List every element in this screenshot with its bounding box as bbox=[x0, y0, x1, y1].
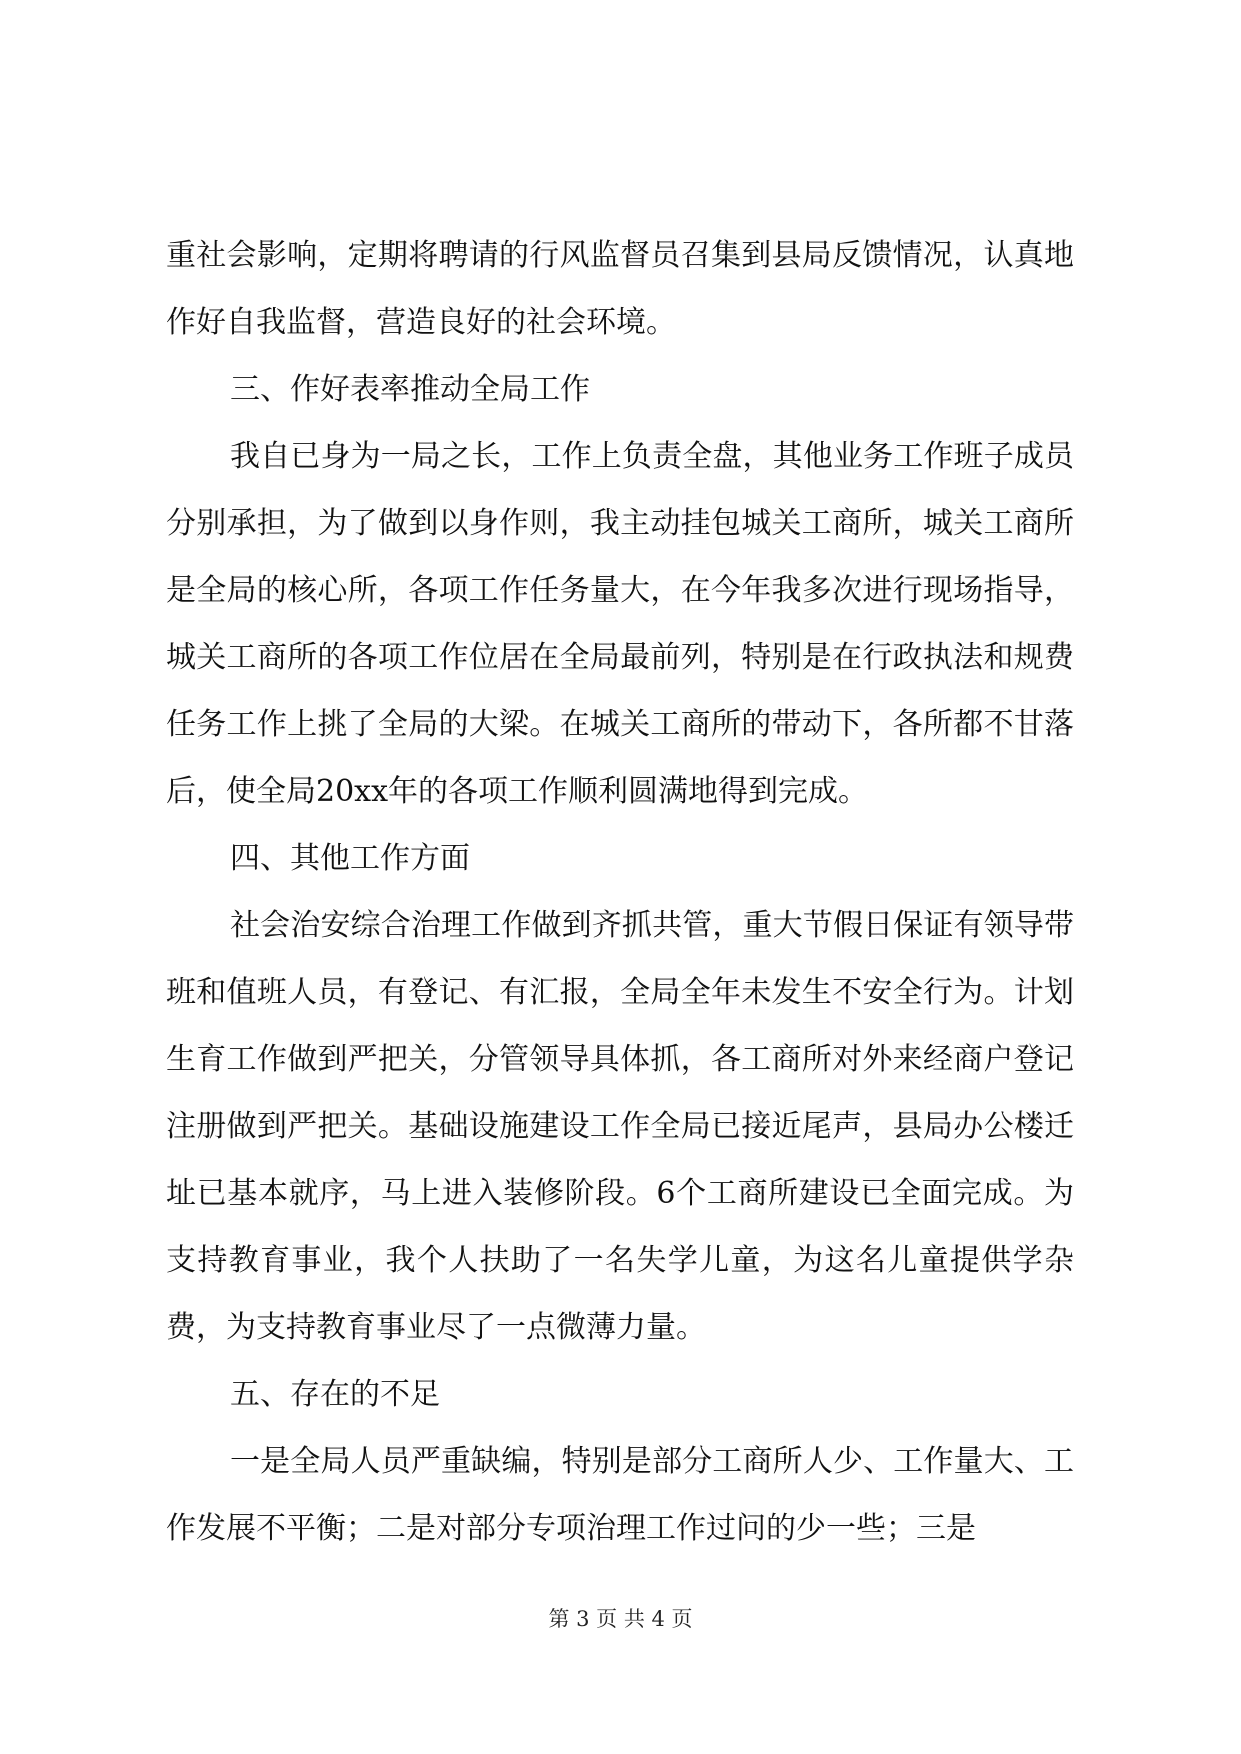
page-number-footer: 第 3 页 共 4 页 bbox=[548, 1607, 693, 1631]
section-heading-five: 五、存在的不足 bbox=[230, 1377, 440, 1412]
section-heading-four: 四、其他工作方面 bbox=[230, 841, 470, 876]
section-four-paragraph: 社会治安综合治理工作做到齐抓共管，重大节假日保证有领导带班和值班人员，有登记、有汇报，全局全年未发生不安全行为。计划生育工作做到严把关，分管领导具体抓，各工商所对外来经商户登记注册做到严把关。基础设施建设工作全局已接近尾声，县局办公楼迁址已基本就序，马上进入装修阶段。6个工商所建设已全面完成。为支持教育事业，我个人扶助了一名失学儿童，为这名儿童提供学杂费，为支持教育事业尽了一点微薄力量。 bbox=[166, 908, 1074, 1345]
section-three-paragraph: 我自已身为一局之长，工作上负责全盘，其他业务工作班子成员分别承担，为了做到以身作则，我主动挂包城关工商所，城关工商所是全局的核心所，各项工作任务量大，在今年我多次进行现场指导，城关工商所的各项工作位居在全局最前列，特别是在行政执法和规费任务工作上挑了全局的大梁。在城关工商所的带动下，各所都不甘落后，使全局20xx年的各项工作顺利圆满地得到完成。 bbox=[166, 439, 1074, 809]
document-body bbox=[166, 222, 1074, 1562]
section-heading-three: 三、作好表率推动全局工作 bbox=[230, 372, 590, 407]
section-five-paragraph: 一是全局人员严重缺编，特别是部分工商所人少、工作量大、工作发展不平衡；二是对部分专项治理工作过问的少一些；三是 bbox=[166, 1444, 1074, 1546]
continued-paragraph: 重社会影响，定期将聘请的行风监督员召集到县局反馈情况，认真地作好自我监督，营造良好的社会环境。 bbox=[166, 238, 1074, 340]
